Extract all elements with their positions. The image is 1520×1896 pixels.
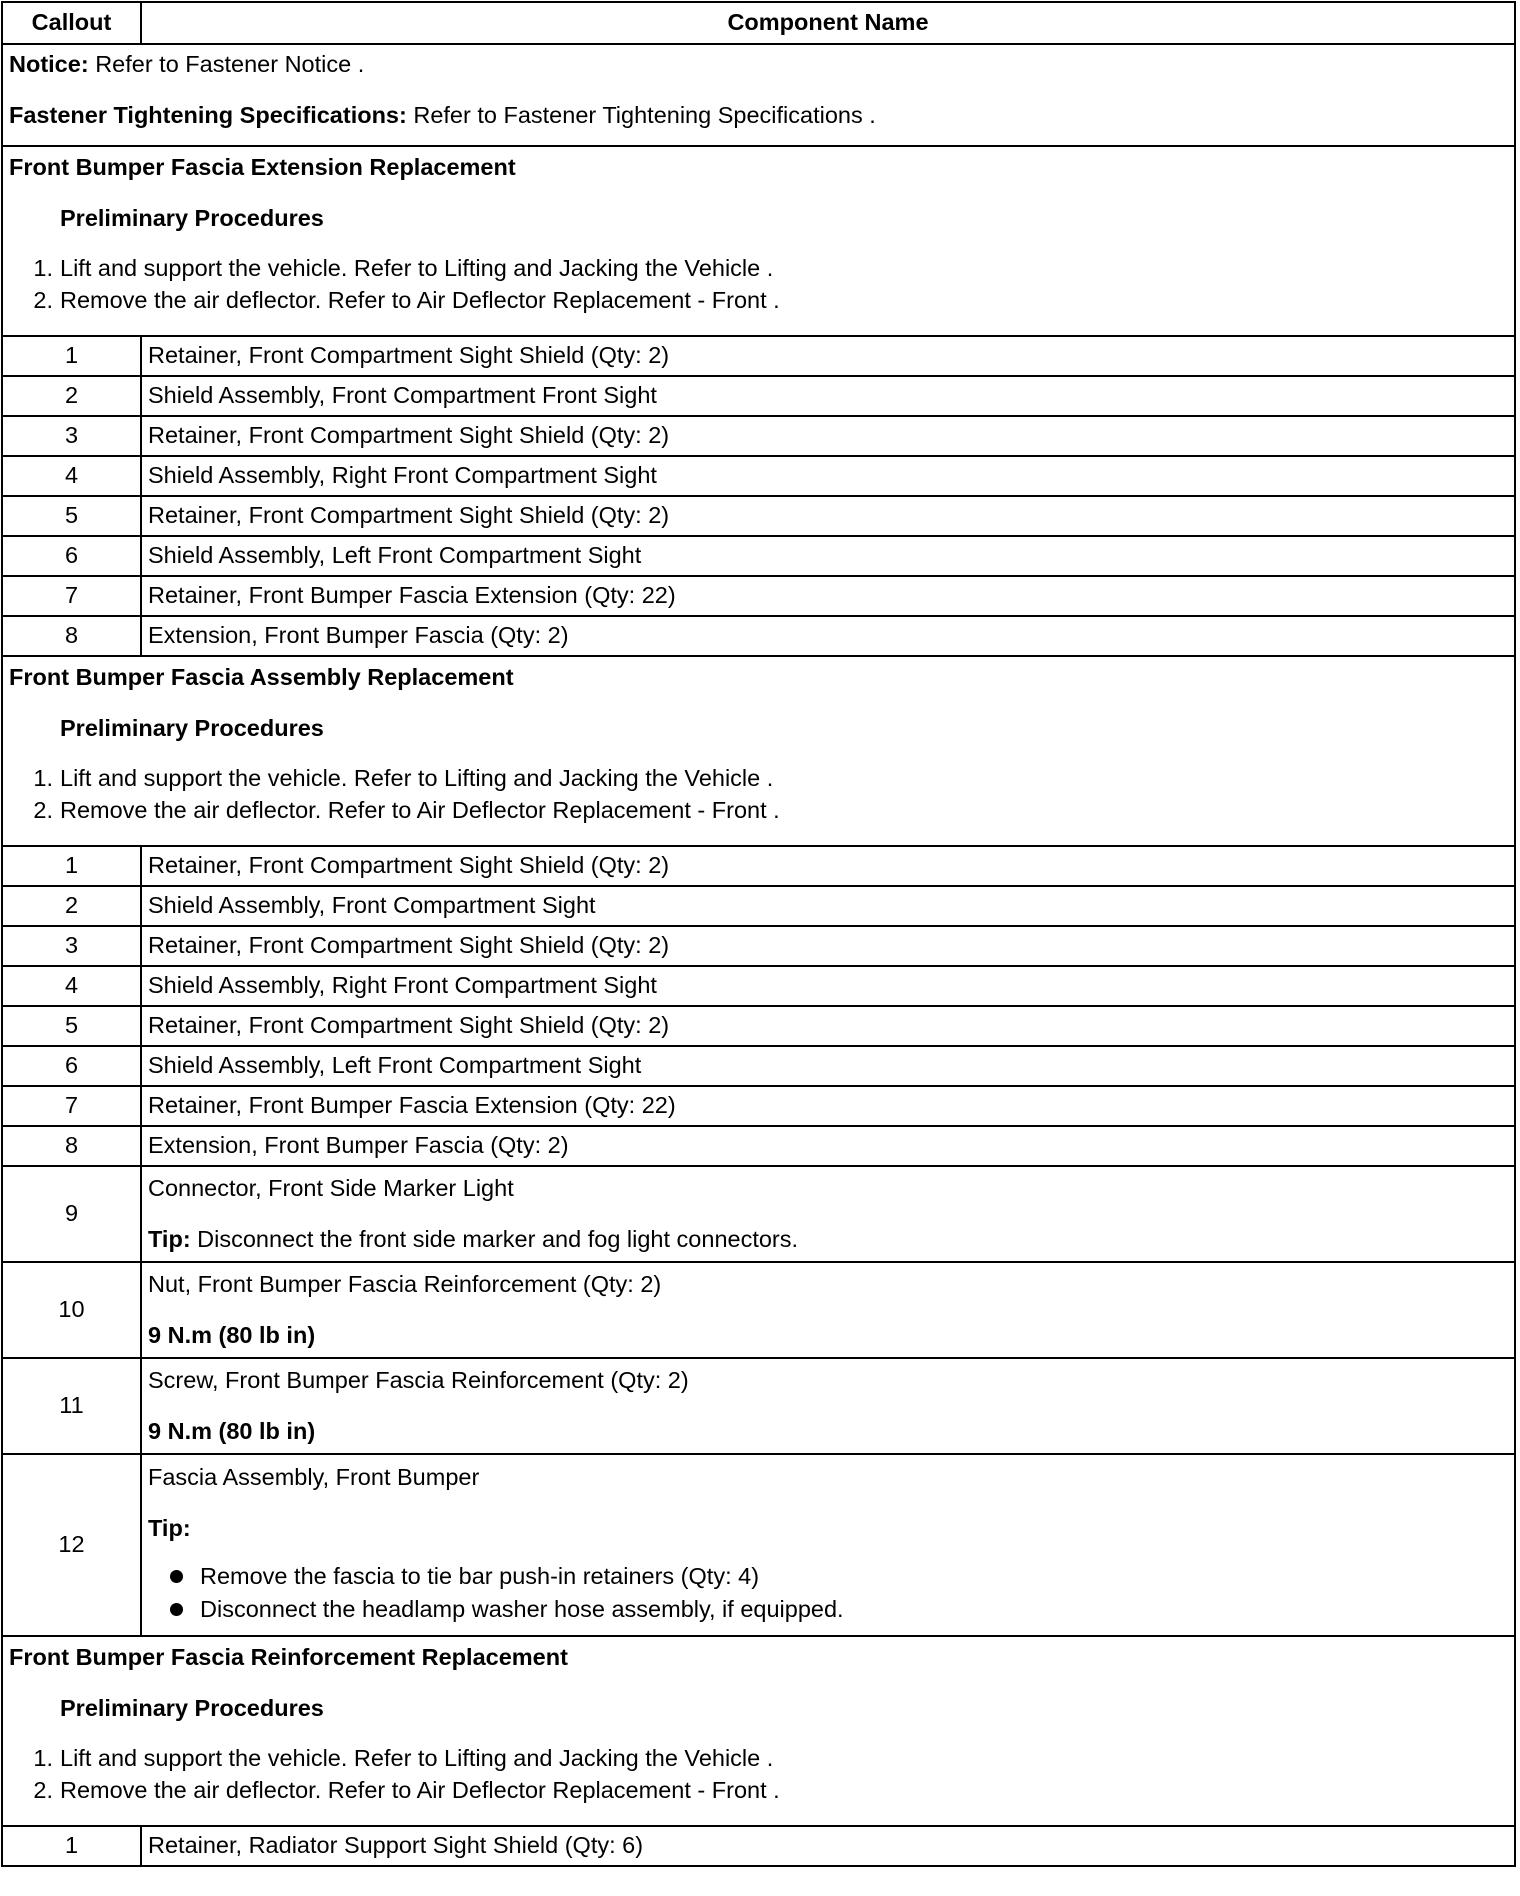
component-name: Connector, Front Side Marker Light (148, 1174, 514, 1201)
notice-line (9, 51, 1508, 78)
procedure-step: 1. Lift and support the vehicle. Refer to Lifting and Jacking the Vehicle . (33, 255, 774, 282)
callout-cell: 3 (2, 416, 141, 456)
fts-line (9, 102, 1508, 129)
notice-label: Notice: (9, 51, 89, 77)
component-cell: Retainer, Radiator Support Sight Shield (Qty: 6) (141, 1826, 1515, 1866)
table-row (2, 1454, 1515, 1636)
section-title: Front Bumper Fascia Extension Replacement (9, 154, 516, 180)
component-cell: Shield Assembly, Right Front Compartment Sight (141, 966, 1515, 1006)
fts-label: Fastener Tightening Specifications: (9, 102, 407, 129)
tip-label: Tip: (148, 1226, 191, 1252)
table-row (2, 336, 1515, 376)
bullet-item: Remove the fascia to tie bar push-in retainers (Qty: 4) (148, 1560, 1508, 1593)
component-name: Fascia Assembly, Front Bumper (148, 1463, 480, 1490)
table-row (2, 1826, 1515, 1866)
callout-cell: 9 (2, 1166, 141, 1262)
procedure-steps (9, 762, 1508, 826)
procedure-step: 2. Remove the air deflector. Refer to Air Deflector Replacement - Front . (33, 797, 780, 824)
callout-cell: 5 (2, 496, 141, 536)
component-cell (141, 1166, 1515, 1262)
callout-cell: 10 (2, 1262, 141, 1358)
section-header-row (2, 1636, 1515, 1826)
callout-cell: 1 (2, 846, 141, 886)
notice-text: Refer to Fastener Notice . (95, 51, 365, 77)
preliminary-procedures-heading: Preliminary Procedures (60, 205, 324, 232)
callout-cell: 1 (2, 1826, 141, 1866)
bullet-item: Disconnect the headlamp washer hose assembly, if equipped. (148, 1593, 1508, 1626)
component-cell: Extension, Front Bumper Fascia (Qty: 2) (141, 1126, 1515, 1166)
table-row (2, 496, 1515, 536)
component-cell: Retainer, Front Compartment Sight Shield (Qty: 2) (141, 336, 1515, 376)
component-cell: Retainer, Front Bumper Fascia Extension (Qty: 22) (141, 1086, 1515, 1126)
component-name-header: Component Name (141, 2, 1515, 44)
table-row (2, 616, 1515, 656)
table-row (2, 376, 1515, 416)
component-cell: Extension, Front Bumper Fascia (Qty: 2) (141, 616, 1515, 656)
callout-cell: 6 (2, 1046, 141, 1086)
callout-cell: 12 (2, 1454, 141, 1636)
component-cell: Shield Assembly, Left Front Compartment Sight (141, 536, 1515, 576)
callout-header: Callout (2, 2, 141, 44)
table-row (2, 1262, 1515, 1358)
component-cell: Retainer, Front Compartment Sight Shield (Qty: 2) (141, 846, 1515, 886)
component-cell (141, 1454, 1515, 1636)
table-row (2, 456, 1515, 496)
procedure-step: 1. Lift and support the vehicle. Refer to Lifting and Jacking the Vehicle . (33, 1745, 774, 1772)
notice-row (2, 44, 1515, 146)
procedure-step: 2. Remove the air deflector. Refer to Air Deflector Replacement - Front . (33, 1777, 780, 1804)
component-cell (141, 1358, 1515, 1454)
table-row (2, 846, 1515, 886)
component-cell: Shield Assembly, Front Compartment Sight (141, 886, 1515, 926)
section-header-row (2, 146, 1515, 336)
callout-cell: 3 (2, 926, 141, 966)
header-row (2, 2, 1515, 44)
component-cell: Retainer, Front Compartment Sight Shield (Qty: 2) (141, 1006, 1515, 1046)
fts-text: Refer to Fastener Tightening Specifications . (413, 102, 876, 129)
component-cell: Shield Assembly, Front Compartment Front Sight (141, 376, 1515, 416)
procedure-steps (9, 252, 1508, 316)
table-row (2, 576, 1515, 616)
procedure-step: 2. Remove the air deflector. Refer to Air Deflector Replacement - Front . (33, 287, 780, 314)
table-row (2, 966, 1515, 1006)
table-row (2, 1358, 1515, 1454)
component-cell: Retainer, Front Compartment Sight Shield (Qty: 2) (141, 416, 1515, 456)
table-row (2, 886, 1515, 926)
component-cell: Retainer, Front Compartment Sight Shield (Qty: 2) (141, 926, 1515, 966)
table-row (2, 536, 1515, 576)
callout-cell: 2 (2, 376, 141, 416)
tip-bullets (148, 1560, 1508, 1626)
component-cell: Retainer, Front Bumper Fascia Extension (Qty: 22) (141, 576, 1515, 616)
component-name: Screw, Front Bumper Fascia Reinforcement (Qty: 2) (148, 1366, 689, 1393)
procedure-steps (9, 1742, 1508, 1806)
preliminary-procedures-heading: Preliminary Procedures (60, 715, 324, 742)
callout-cell: 8 (2, 1126, 141, 1166)
table-row (2, 1006, 1515, 1046)
callout-cell: 5 (2, 1006, 141, 1046)
callout-cell: 7 (2, 1086, 141, 1126)
callout-cell: 2 (2, 886, 141, 926)
table-row (2, 1126, 1515, 1166)
component-name: Nut, Front Bumper Fascia Reinforcement (Qty: 2) (148, 1270, 662, 1297)
component-cell: Shield Assembly, Left Front Compartment Sight (141, 1046, 1515, 1086)
callout-cell: 7 (2, 576, 141, 616)
component-table (1, 1, 1516, 1867)
section-title: Front Bumper Fascia Reinforcement Replacement (9, 1644, 568, 1670)
torque-spec: 9 N.m (80 lb in) (148, 1418, 316, 1444)
table-row (2, 1166, 1515, 1262)
procedure-step: 1. Lift and support the vehicle. Refer to Lifting and Jacking the Vehicle . (33, 765, 774, 792)
table-row (2, 1086, 1515, 1126)
torque-spec: 9 N.m (80 lb in) (148, 1322, 316, 1348)
tip-label: Tip: (148, 1515, 191, 1541)
table-row (2, 926, 1515, 966)
callout-cell: 6 (2, 536, 141, 576)
callout-cell: 11 (2, 1358, 141, 1454)
section-title: Front Bumper Fascia Assembly Replacement (9, 664, 514, 690)
callout-cell: 4 (2, 456, 141, 496)
section-header-row (2, 656, 1515, 846)
preliminary-procedures-heading: Preliminary Procedures (60, 1695, 324, 1722)
callout-cell: 4 (2, 966, 141, 1006)
table-row (2, 416, 1515, 456)
tip-text: Disconnect the front side marker and fog light connectors. (197, 1226, 799, 1252)
component-cell: Shield Assembly, Right Front Compartment Sight (141, 456, 1515, 496)
tip-line (148, 1226, 1508, 1253)
component-cell: Retainer, Front Compartment Sight Shield (Qty: 2) (141, 496, 1515, 536)
table-row (2, 1046, 1515, 1086)
callout-cell: 1 (2, 336, 141, 376)
component-cell (141, 1262, 1515, 1358)
callout-cell: 8 (2, 616, 141, 656)
